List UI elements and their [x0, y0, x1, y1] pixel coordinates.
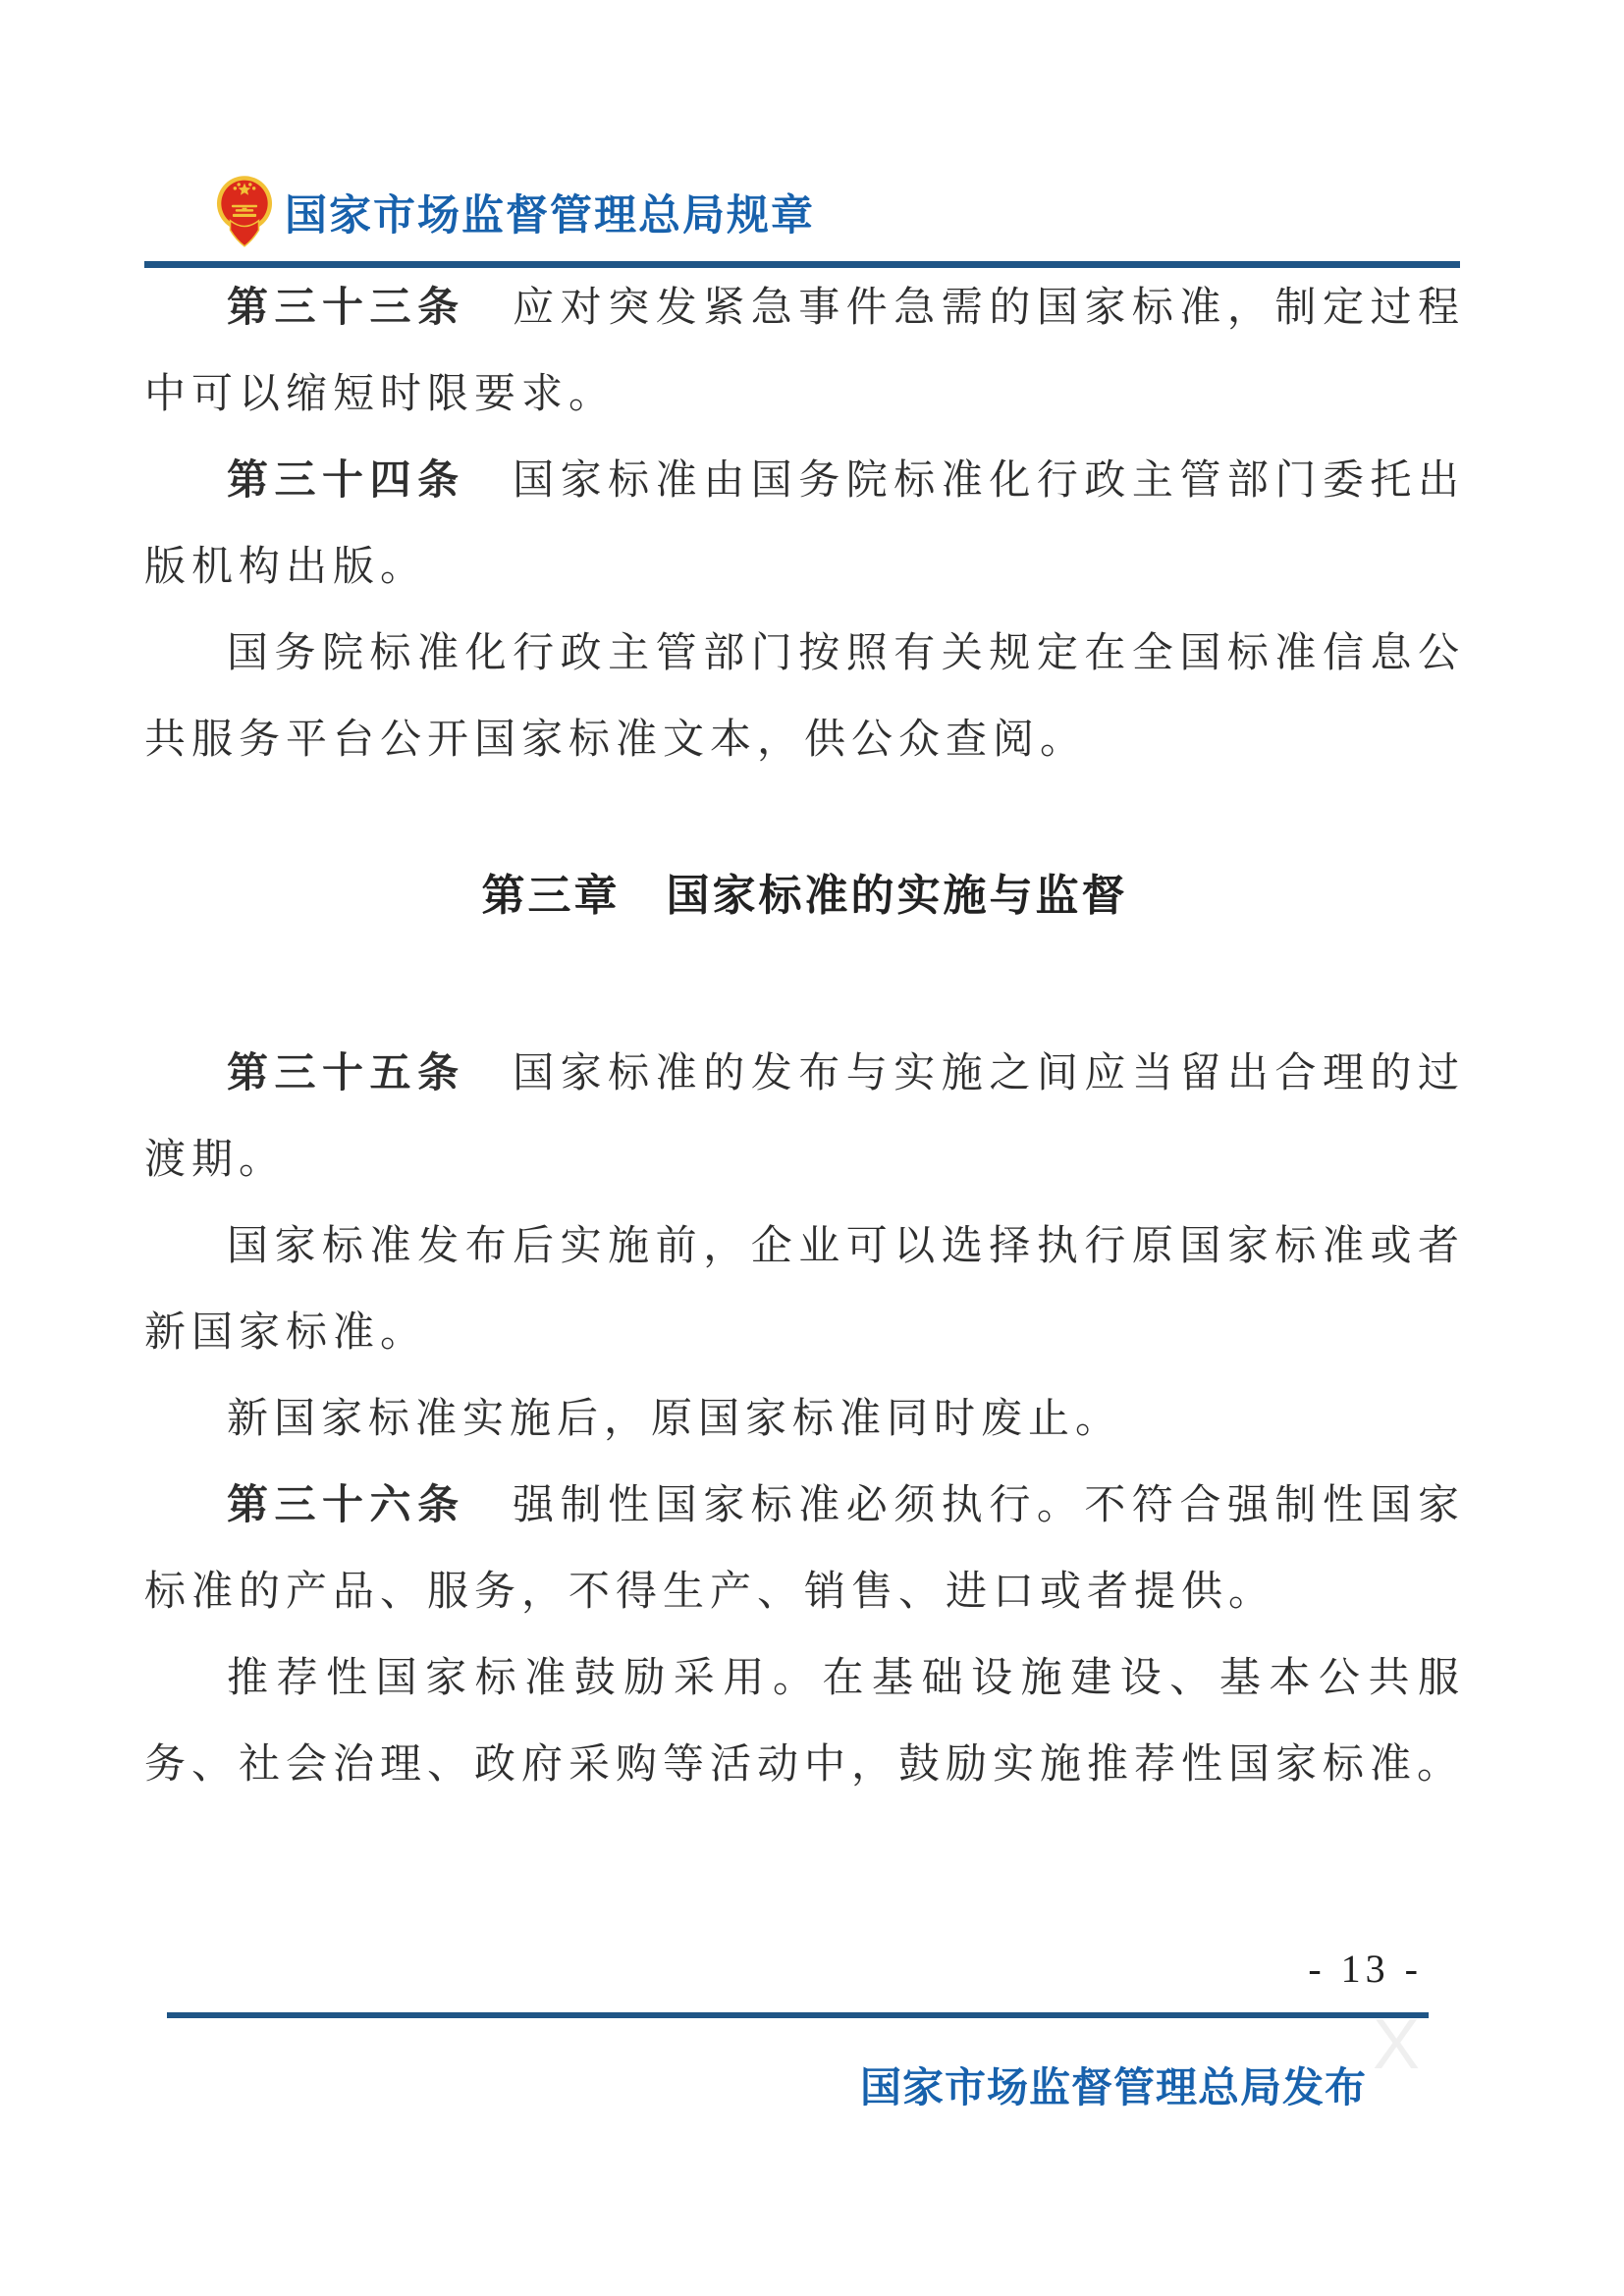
publisher-line: 国家市场监督管理总局发布 [859, 2064, 1367, 2110]
article-number: 第三十五条 [227, 1051, 514, 1096]
article-paragraph: 新国家标准实施后，原国家标准同时废止。 [227, 1397, 1123, 1442]
article-number: 第三十四条 [227, 458, 514, 504]
watermark-mark: X [1373, 2005, 1421, 2084]
page-title: 国家市场监督管理总局规章 [285, 191, 815, 240]
article-paragraph: 国务院标准化行政主管部门按照有关规定在全国标准信息公共服务平台公开国家标准文本，供公众查阅。 [144, 631, 1465, 763]
article-paragraph: 第三十五条 国家标准的发布与实施之间应当留出合理的过渡期。 [144, 1051, 1465, 1183]
article-paragraph: 推荐性国家标准鼓励采用。在基础设施建设、基本公共服务、社会治理、政府采购等活动中，鼓励实施推荐性国家标准。 [144, 1656, 1465, 1788]
footer-rule [167, 2012, 1429, 2018]
chapter-heading: 第三章 国家标准的实施与监督 [481, 872, 1128, 920]
page-header [216, 175, 815, 249]
article-paragraph: 第三十六条 强制性国家标准必须执行。不符合强制性国家标准的产品、服务，不得生产、销售、进口或者提供。 [144, 1483, 1465, 1615]
article-number: 第三十六条 [227, 1483, 514, 1528]
article-paragraph: 国家标准发布后实施前，企业可以选择执行原国家标准或者新国家标准。 [144, 1224, 1465, 1356]
document-body [144, 265, 1465, 1808]
page-number: - 13 - [1308, 1947, 1423, 1991]
article-number: 第三十三条 [227, 286, 514, 331]
article-paragraph: 第三十三条 应对突发紧急事件急需的国家标准，制定过程中可以缩短时限要求。 [144, 286, 1465, 417]
article-paragraph: 第三十四条 国家标准由国务院标准化行政主管部门委托出版机构出版。 [144, 458, 1465, 590]
national-emblem-icon [216, 175, 273, 249]
